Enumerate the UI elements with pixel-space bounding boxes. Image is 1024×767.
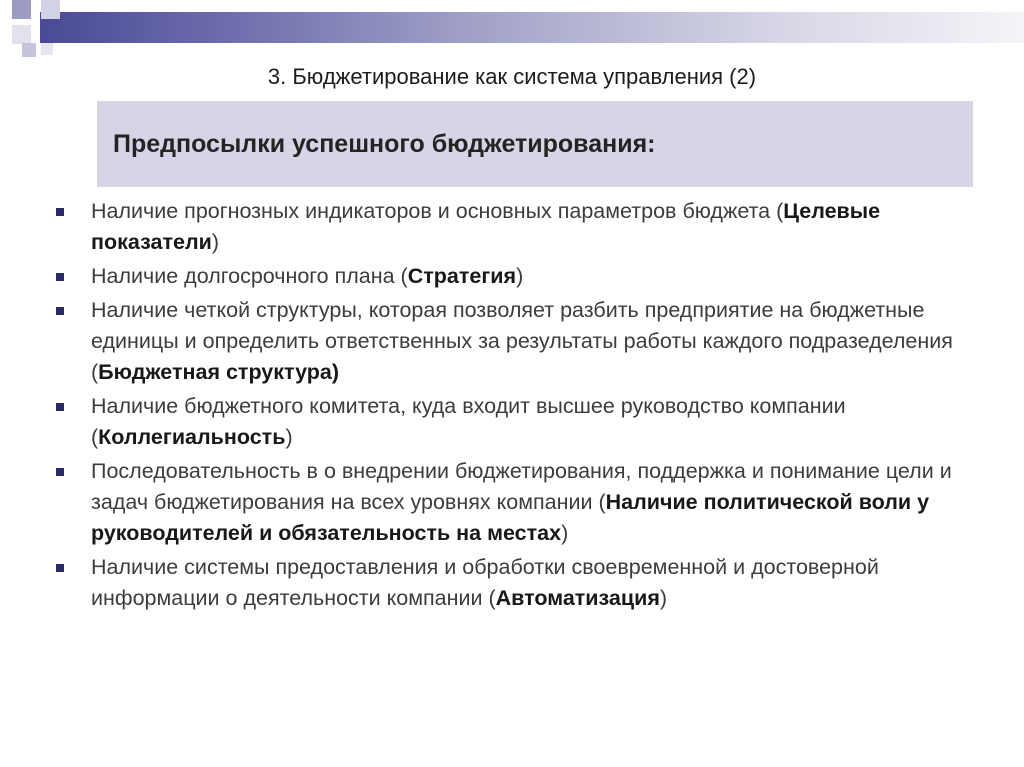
item-emphasis: Автоматизация [495,586,660,610]
item-emphasis: Наличие политической воли у руководителей и обязательность на местах [91,490,930,545]
list-item [49,261,979,292]
square-bullet-icon [56,273,64,281]
item-emphasis: Целевые показатели [91,199,881,254]
decorative-square [12,25,31,44]
square-bullet-icon [56,208,64,216]
list-item [49,391,979,453]
item-text: Наличие системы предоставления и обработки своевременной и достоверной информации о деятельности компании ( [91,555,879,610]
list-item [49,295,979,388]
square-bullet-icon [56,468,64,476]
item-text: Последовательность в о внедрении бюджетирования, поддержка и понимание цели и задач бюджетирования на всех уровнях компании ( [91,459,952,514]
item-text-end: ) [561,521,569,545]
list-item [49,552,979,614]
item-emphasis: Бюджетная структура) [98,360,340,384]
decorative-square [41,43,53,55]
item-text-end: ) [285,425,293,449]
square-bullet-icon [56,307,64,315]
bullet-list [49,196,979,617]
list-item [49,456,979,549]
decorative-top-bar [40,12,1024,43]
item-text: Наличие прогнозных индикаторов и основных параметров бюджета ( [91,199,784,223]
item-text: Наличие четкой структуры, которая позволяет разбить предприятие на бюджетные единицы и определить ответственных за результаты работы каждого подразеделения ( [91,298,953,384]
item-text-end: ) [211,230,219,254]
slide-title: 3. Бюджетирование как система управления (2) [267,64,757,89]
decorative-square [12,0,31,19]
item-emphasis: Коллегиальность [98,425,286,449]
item-text-end: ) [516,264,524,288]
square-bullet-icon [56,564,64,572]
subtitle-heading: Предпосылки успешного бюджетирования: [113,130,656,158]
decorative-square [41,0,60,19]
item-text-end: ) [659,586,668,610]
item-text: Наличие долгосрочного плана ( [91,264,408,288]
item-emphasis: Стратегия [407,264,517,288]
item-text: Наличие бюджетного комитета, куда входит высшее руководство компании ( [91,394,846,449]
square-bullet-icon [56,403,64,411]
list-item [49,196,979,258]
decorative-square [22,43,36,57]
